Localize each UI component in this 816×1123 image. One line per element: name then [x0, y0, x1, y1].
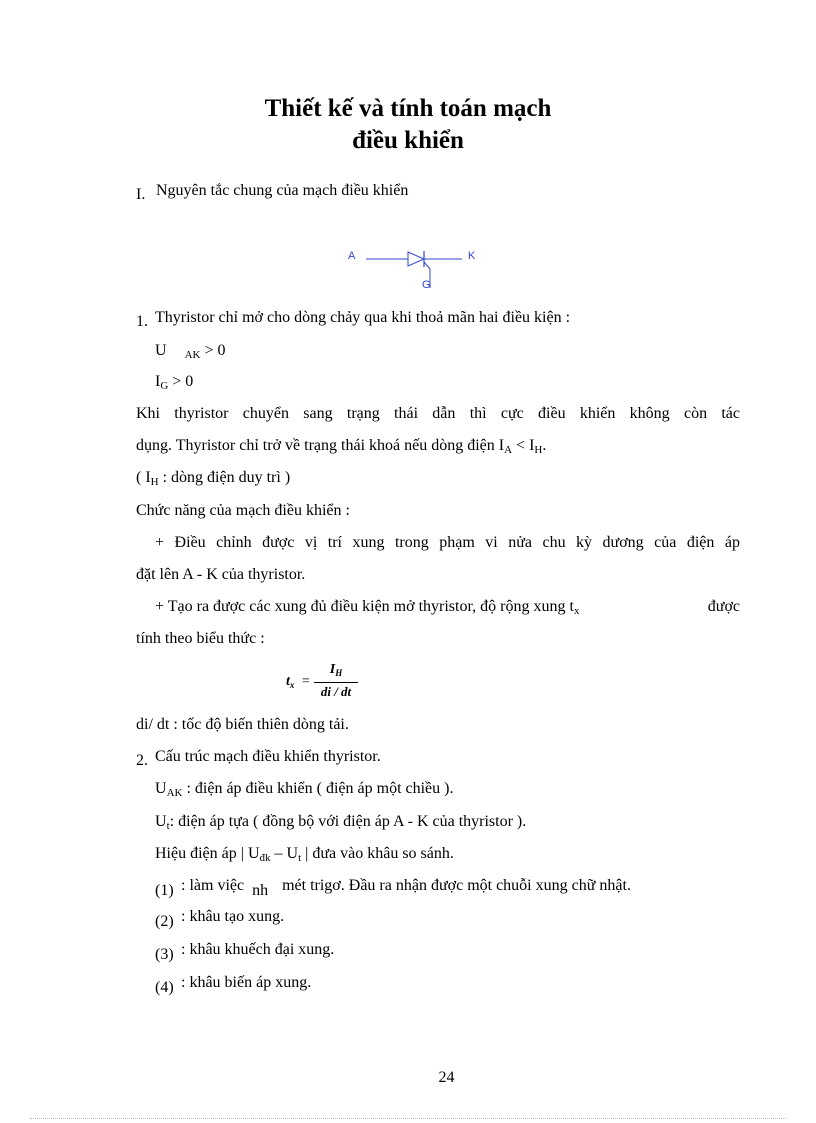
block-text: : khâu khuếch đại xung. [181, 941, 335, 958]
didt-definition: di/ dt : tốc độ biến thiên dòng tải. [136, 716, 349, 733]
page-number: 24 [438, 1069, 455, 1086]
page-title: Thiết kế và tính toán mạch [264, 95, 552, 122]
page-title-line2: điều khiển [352, 127, 464, 154]
block-number: (1) [155, 882, 174, 899]
section-heading: Nguyên tắc chung của mạch điều khiển [156, 182, 409, 199]
block-number: (4) [155, 979, 174, 996]
thyristor-symbol-icon [408, 252, 424, 266]
paragraph-line: dụng. Thyristor chỉ trở về trạng thái khoá nếu dòng điện $I_A < I_H$. [136, 437, 547, 456]
condition-uak: U $_{AK}$ > 0 [155, 342, 226, 361]
item-heading: Cấu trúc mạch điều khiển thyristor. [155, 748, 381, 765]
bullet-line: đặt lên A - K của thyristor. [136, 566, 306, 583]
block-text: : làm việc nh mét trigơ. Đầu ra nhận được một chuỗi xung chữ nhật. [181, 877, 631, 899]
bullet-line: tính theo biểu thức : [136, 630, 265, 647]
bullet-line: + Điều chỉnh được vị trí xung trong phạm vi nửa chu kỳ dương của điện áp [155, 534, 740, 551]
fraction-bar [314, 682, 358, 683]
item-number: 1. [136, 313, 148, 330]
paragraph-line: ( $I_H$ : dòng điện duy trì ) [136, 469, 291, 488]
gate-diagonal [424, 262, 430, 269]
page-bottom-border [30, 1118, 786, 1119]
section-number: I. [136, 186, 146, 203]
block-text: : khâu tạo xung. [181, 908, 285, 925]
block-text: : khâu biến áp xung. [181, 974, 312, 991]
diagram-label-k: K [468, 250, 476, 262]
bullet-line: + Tạo ra được các xung đủ điều kiện mở thyristor, độ rộng xung $t_x$ được [155, 598, 740, 617]
item-text: Thyristor chỉ mở cho dòng chảy qua khi thoả mãn hai điều kiện : [155, 309, 571, 326]
definition-line: $U_{AK}$ : điện áp điều khiển ( điện áp một chiều ). [155, 780, 454, 799]
definition-line: $U_t$: điện áp tựa ( đồng bộ với điện áp A - K của thyristor ). [155, 813, 527, 832]
thyristor-diagram [340, 244, 490, 294]
diagram-label-g: G [422, 279, 431, 291]
definition-line: Hiệu điện áp | $U_{đk} - U_t$ | đưa vào khâu so sánh. [155, 845, 454, 864]
diagram-label-a: A [348, 250, 356, 262]
condition-ig: $I_G > 0$ [155, 373, 194, 392]
item-number: 2. [136, 752, 148, 769]
block-number: (3) [155, 946, 174, 963]
paragraph-line: Khi thyristor chuyển sang trạng thái dẫn thì cực điều khiển không còn tác [136, 405, 740, 422]
function-heading: Chức năng của mạch điều khiển : [136, 502, 350, 519]
block-number: (2) [155, 913, 174, 930]
